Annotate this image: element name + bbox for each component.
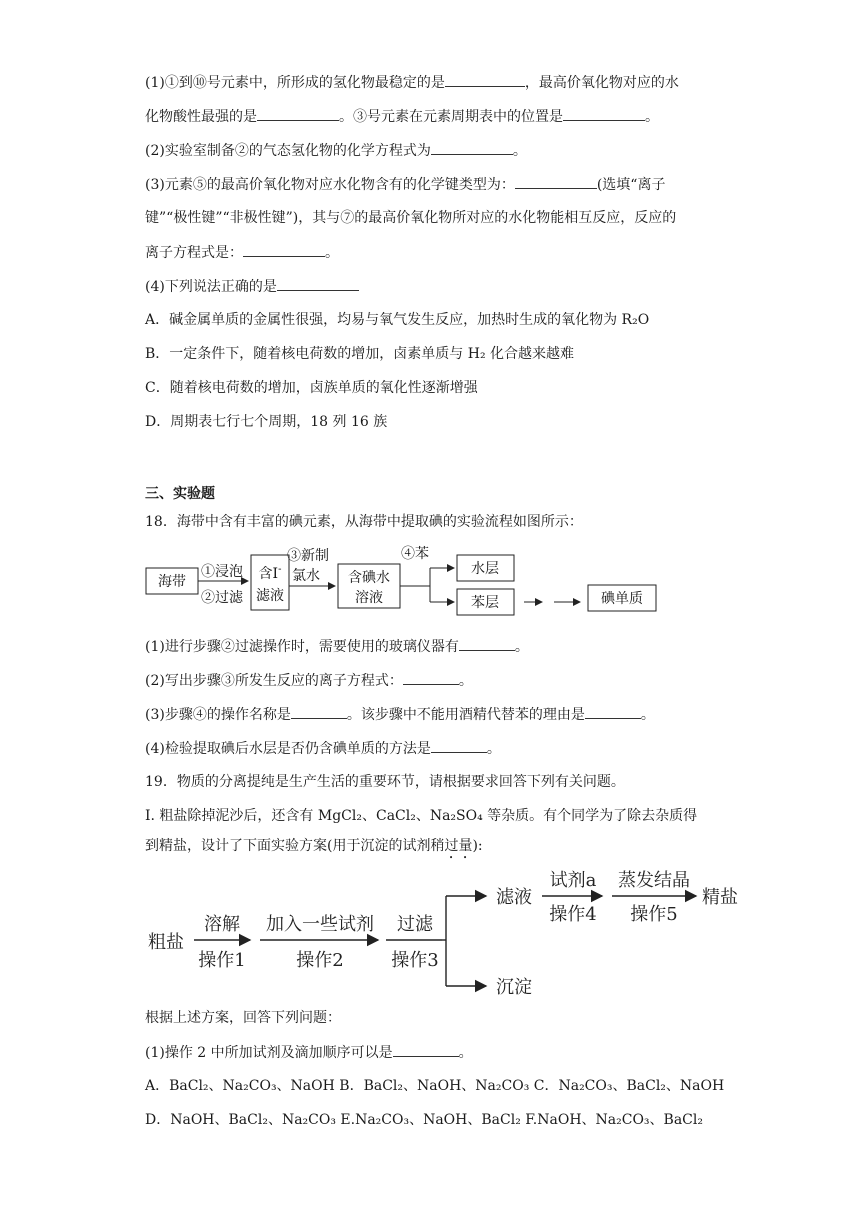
q17-part1-line1: (1)①到⑩号元素中，所形成的氢化物最稳定的是 ，最高价氧化物对应的水 (145, 72, 679, 93)
answer-blank (393, 1042, 459, 1057)
q19-part1-line2: 到精盐，设计了下面实验方案(用于沉淀的试剂稍过量): (145, 838, 483, 854)
flow-box-iodine-water-label1: 含碘水 (348, 570, 390, 586)
q17-option-a: A．碱金属单质的金属性很强，均易与氧气发生反应，加热时生成的氧化物为 R₂O (145, 312, 650, 328)
flow-step5-bottom: 操作5 (630, 904, 678, 925)
q17-option-c: C．随着核电荷数的增加，卤族单质的氧化性逐渐增强 (145, 380, 478, 396)
q17-part3-line3: 离子方程式是： 。 (145, 242, 339, 263)
flow-box-benzene-layer-label: 苯层 (471, 595, 499, 611)
answer-blank (243, 242, 325, 257)
flow-step4-label: ④苯 (401, 546, 429, 562)
q19-stem: 19．物质的分离提纯是生产生活的重要环节，请根据要求回答下列有关问题。 (145, 774, 625, 790)
answer-blank (291, 704, 347, 719)
q18-flowchart (140, 540, 700, 620)
q18-part2: (2)写出步骤③所发生反应的离子方程式： 。 (145, 670, 473, 691)
flow-step1-label: ①浸泡 (201, 564, 243, 580)
flow-box-filtrate-label2: 滤液 (256, 588, 284, 604)
q17-option-d: D．周期表七行七个周期，18 列 16 族 (145, 414, 388, 430)
flow-step4-bottom: 操作4 (549, 904, 597, 925)
answer-blank (277, 276, 359, 291)
q18-part1: (1)进行步骤②过滤操作时，需要使用的玻璃仪器有 。 (145, 636, 529, 657)
q19-options-row1: A．BaCl₂、Na₂CO₃、NaOH B．BaCl₂、NaOH、Na₂CO₃ C．Na₂CO₃、BaCl₂、NaOH (145, 1078, 725, 1094)
q19-options-row2: D．NaOH、BaCl₂、Na₂CO₃ E.Na₂CO₃、NaOH、BaCl₂ F.NaOH、Na₂CO₃、BaCl₂ (145, 1112, 703, 1128)
answer-blank (585, 704, 641, 719)
q17-part2: (2)实验室制备②的气态氢化物的化学方程式为 。 (145, 140, 527, 161)
q19-part1-line1: I. 粗盐除掉泥沙后，还含有 MgCl₂、CaCl₂、Na₂SO₄ 等杂质。有个同学为了除去杂质得 (145, 808, 698, 824)
flow-step3-bottom: 操作3 (391, 950, 439, 971)
flow-step2-top: 加入一些试剂 (266, 914, 374, 935)
flow-box-water-layer-label: 水层 (471, 561, 499, 577)
flow-step4-top: 试剂a (549, 870, 597, 891)
flow-step3-label2: 氯水 (292, 568, 320, 584)
flow-precipitate: 沉淀 (496, 977, 532, 998)
flow-box-seaweed-label: 海带 (158, 574, 186, 590)
q17-part1-line2: 化物酸性最强的是 。③号元素在元素周期表中的位置是 。 (145, 106, 659, 127)
section-title: 三、实验题 (145, 486, 215, 502)
flow-step2-label: ②过滤 (201, 590, 243, 606)
answer-blank (403, 670, 459, 685)
q19-question1: (1)操作 2 中所加试剂及滴加顺序可以是 。 (145, 1042, 473, 1063)
flow-step5-top: 蒸发结晶 (618, 870, 690, 891)
flow-crude-salt: 粗盐 (148, 932, 184, 953)
q19-intro: 根据上述方案，回答下列问题： (145, 1010, 341, 1026)
flow-box-iodine-label: 碘单质 (601, 591, 643, 607)
flow-box-filtrate-label1: 含I (258, 566, 279, 582)
q19-flowchart (140, 862, 750, 1002)
q18-part3: (3)步骤④的操作名称是 。该步骤中不能用酒精代替苯的理由是 。 (145, 704, 655, 725)
q17-part3-line1: (3)元素⑤的最高价氧化物对应水化物含有的化学键类型为： (选填“离子 (145, 174, 665, 195)
answer-blank (563, 106, 645, 121)
flow-step1-bottom: 操作1 (198, 950, 246, 971)
answer-blank (431, 140, 513, 155)
answer-blank (459, 636, 515, 651)
answer-blank (431, 738, 487, 753)
answer-blank (257, 106, 339, 121)
flow-box-filtrate-sup: - (278, 564, 282, 575)
answer-blank (515, 174, 597, 189)
flow-step3-label1: ③新制 (287, 548, 329, 564)
flow-box-iodine-water-label2: 溶液 (355, 590, 383, 606)
q18-stem: 18．海带中含有丰富的碘元素，从海带中提取碘的实验流程如图所示： (145, 514, 583, 530)
flow-step1-top: 溶解 (204, 914, 240, 935)
svg-text:含I- (259, 564, 282, 582)
flow-step3-top: 过滤 (397, 914, 433, 935)
q17-part4: (4)下列说法正确的是 (145, 276, 359, 297)
emphasis-text: 过量 (444, 838, 473, 854)
q18-part4: (4)检验提取碘后水层是否仍含碘单质的方法是 。 (145, 738, 501, 759)
flow-refined-salt: 精盐 (702, 887, 738, 908)
q17-option-b: B．一定条件下，随着核电荷数的增加，卤素单质与 H₂ 化合越来越难 (145, 346, 575, 362)
q17-part3-line2: 键”“极性键”“非极性键”)，其与⑦的最高价氧化物所对应的水化物能相互反应，反应的 (145, 210, 677, 226)
flow-filtrate: 滤液 (496, 887, 532, 908)
flow-step2-bottom: 操作2 (296, 950, 344, 971)
answer-blank (445, 72, 525, 87)
